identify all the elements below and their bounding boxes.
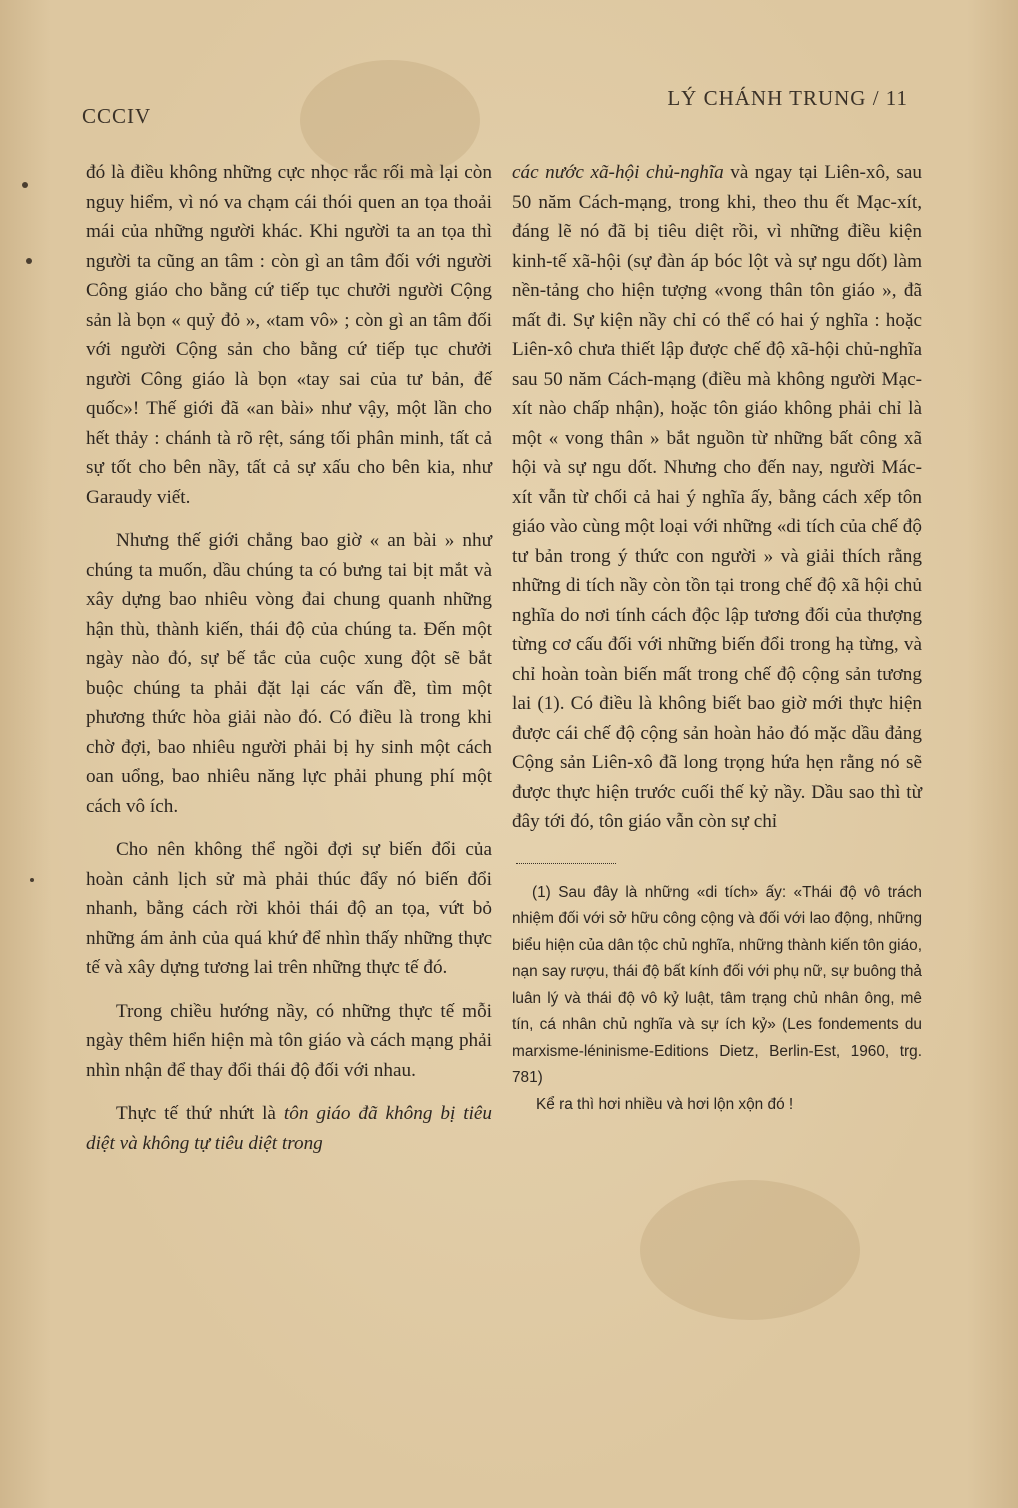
- left-column: [86, 158, 492, 1172]
- paragraph-body: và ngay tại Liên-xô, sau 50 năm Cách-mạng, trong khi, theo thu ết Mạc-xít, đáng lẽ nó đã bị tiêu diệt rồi, vì những điều kiện kinh-tế xã-hội (sự đàn áp bóc lột và sự ngu dốt) làm nền-tảng cho hiện tượng «vong thân tôn giáo », đã mất đi. Sự kiện nầy chỉ có thể có hai ý nghĩa : hoặc Liên-xô chưa thiết lập được chế độ xã-hội chủ-nghĩa sau 50 năm Cách-mạng (điều mà không người Mạc-xít nào chấp nhận), hoặc tôn giáo không phải chỉ là một « vong thân » bắt nguồn từ những bất công xã hội và sự ngu dốt. Nhưng cho đến nay, người Mác-xít vẫn từ chối cả hai ý nghĩa ấy, bằng cách xếp tôn giáo vào cùng một loại với những «di tích của chế độ tư bản trong ý thức con người » và giải thích rằng những di tích nầy còn tồn tại trong chế độ xã hội chủ nghĩa do nơi tính cách độc lập tương đối của thượng từng cơ cấu đối với những biến đổi trong hạ từng, và chỉ hoàn toàn biến mất trong chế độ cộng sản tương lai (1). Có điều là không biết bao giờ mới thực hiện được cái chế độ cộng sản hoàn hảo đó mặc dầu đảng Cộng sản Liên-xô đã long trọng hứa hẹn rằng nó sẽ được thực hiện trước cuối thế kỷ nầy. Dầu sao thì từ đây tới đó, tôn giáo vẫn còn sự chỉ: [512, 162, 922, 832]
- paragraph-lead: Thực tế thứ nhứt là: [116, 1103, 284, 1124]
- footnote-text: (1) Sau đây là những «di tích» ấy: «Thái độ vô trách nhiệm đối với sở hữu công cộng và đối với lao động, những biểu hiện của dân tộc chủ nghĩa, những thành kiến tôn giáo, nạn say rượu, thái độ bất kính đối với phụ nữ, sự buông thả luân lý và thái độ vô kỷ luật, tâm trạng chủ nhân ông, mê tín, cá nhân chủ nghĩa và sự ích kỷ» (Les fondements du marxisme-léninisme-Editions Dietz, Berlin-Est, 1960, trg. 781): [512, 883, 922, 1086]
- ink-spot: [22, 182, 28, 188]
- ink-spot: [26, 258, 32, 264]
- paragraph: Nhưng thế giới chẳng bao giờ « an bài » như chúng ta muốn, dầu chúng ta có bưng tai bịt mắt và xây dựng bao nhiêu vòng đai chung quanh những hận thù, thành kiến, thái độ của chúng ta. Đến một ngày nào đó, sự bế tắc của cuộc xung đột sẽ bắt buộc chúng ta phải đặt lại các vấn đề, tìm một phương thức hòa giải nào đó. Có điều là trong khi chờ đợi, bao nhiêu người phải bị hy sinh một cách oan uổng, bao nhiêu năng lực phải phung phí một cách vô ích.: [86, 530, 492, 817]
- paragraph: Cho nên không thể ngồi đợi sự biến đổi của hoàn cảnh lịch sử mà phải thúc đẩy nó biến đổi nhanh, bằng cách rời khỏi thái độ an tọa, vứt bỏ những ám ảnh của quá khứ để nhìn thấy những thực tế và xây dựng tương lai trên những thực tế đó.: [86, 839, 492, 978]
- paragraph-emphasis: các nước xã-hội chủ-nghĩa: [512, 162, 724, 183]
- paragraph: [86, 1099, 492, 1158]
- paper-stain: [640, 1180, 860, 1320]
- footnote: [512, 880, 922, 1119]
- paragraph: [512, 158, 922, 837]
- right-column: [512, 158, 922, 1118]
- paragraph: đó là điều không những cực nhọc rắc rối mà lại còn nguy hiểm, vì nó va chạm cái thói quen an tọa thoải mái của những người khác. Khi người ta an tọa thì người ta cũng an tâm : còn gì an tâm đối với người Công giáo cho bằng cứ tiếp tục chưởi người Cộng sản là bọn « quỷ đỏ », «tam vô» ; còn gì an tâm đối với người Cộng sản cho bằng cứ tiếp tục chưởi người Công giáo là bọn «tay sai của tư bản, đế quốc»! Thế giới đã «an bài» như vậy, một lần cho hết thảy : chánh tà rõ rệt, sáng tối phân minh, tất cả sự tốt cho bên nầy, tất cả sự xấu cho bên kia, như Garaudy viết.: [86, 162, 492, 508]
- ink-spot: [30, 878, 34, 882]
- footnote-remark: Kể ra thì hơi nhiều và hơi lộn xộn đó !: [536, 1095, 794, 1113]
- running-header: LÝ CHÁNH TRUNG / 11: [667, 86, 908, 110]
- footnote-divider: [516, 863, 616, 864]
- page-section-label: CCCIV: [82, 104, 152, 128]
- paragraph: Trong chiều hướng nầy, có những thực tế mỗi ngày thêm hiển hiện mà tôn giáo và cách mạng phải nhìn nhận để thay đổi thái độ đối với nhau.: [86, 1000, 492, 1081]
- paragraph-emphasis: tôn giáo đã không bị tiêu diệt và không tự tiêu diệt trong: [86, 1103, 493, 1154]
